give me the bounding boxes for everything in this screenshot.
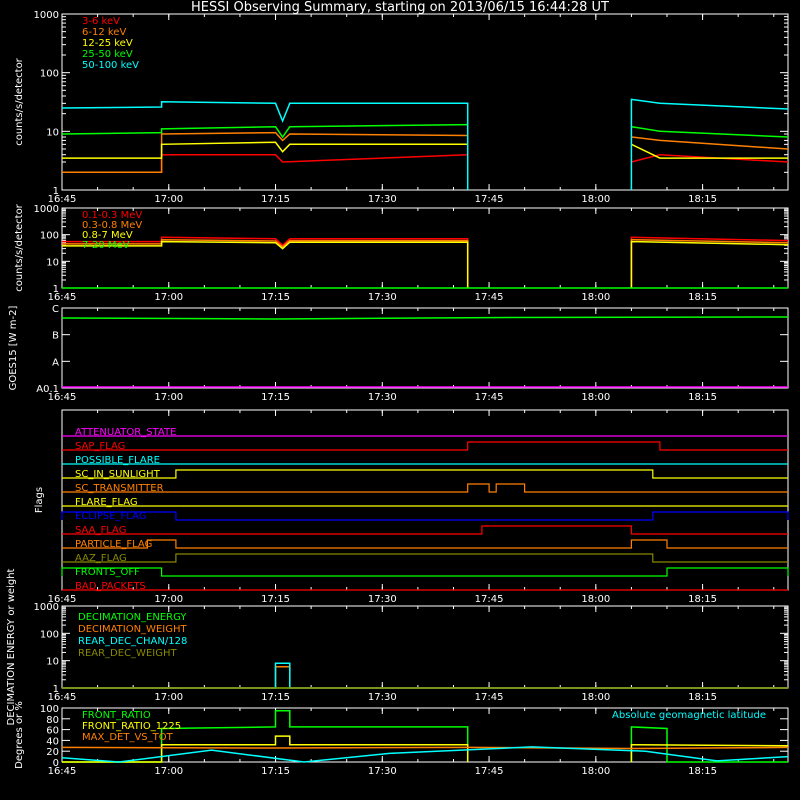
y-tick-label: 1000 — [33, 204, 59, 215]
x-tick-label: 17:15 — [261, 292, 290, 303]
y-tick-label: 1000 — [33, 602, 59, 613]
flag-line — [62, 512, 788, 520]
x-tick-label: 17:30 — [367, 692, 397, 703]
x-tick-label: 16:45 — [47, 594, 77, 605]
x-tick-label: 17:45 — [474, 194, 504, 205]
legend-entry: 0.8-7 MeV — [82, 230, 133, 241]
x-tick-label: 17:15 — [261, 594, 290, 605]
x-tick-label: 17:00 — [154, 194, 184, 205]
y-tick-label: 1 — [52, 186, 59, 197]
flag-label: PARTICLE_FLAG — [75, 539, 153, 550]
legend-entry: 0.3-0.8 MeV — [82, 220, 143, 231]
legend-entry: DECIMATION_WEIGHT — [78, 624, 187, 635]
y-tick-label: 0 — [52, 758, 59, 769]
series-line — [62, 747, 788, 748]
series-line — [62, 155, 468, 173]
x-tick-label: 17:00 — [154, 692, 184, 703]
y-tick-label: 10 — [46, 257, 59, 269]
x-tick-label: 18:00 — [581, 292, 611, 303]
legend-entry: 3-6 keV — [82, 16, 120, 27]
x-tick-label: 18:00 — [581, 766, 611, 777]
y-tick-label: 10 — [46, 127, 59, 139]
annotation-label: Absolute geomagnetic latitude — [612, 710, 766, 721]
x-tick-label: 17:00 — [154, 392, 184, 403]
legend-entry: FRONT_RATIO_1225 — [82, 721, 182, 732]
legend-entry: 25-50 keV — [82, 49, 133, 60]
legend-entry: 12-25 keV — [82, 38, 133, 49]
y-axis-label: Flags — [34, 486, 45, 514]
x-tick-label: 18:00 — [581, 194, 611, 205]
y-tick-label: 1 — [52, 684, 59, 695]
flag-label: POSSIBLE_FLARE — [75, 455, 160, 466]
x-tick-label: 18:00 — [581, 594, 611, 605]
x-tick-label: 18:00 — [581, 392, 611, 403]
x-tick-label: 16:45 — [47, 766, 77, 777]
y-tick-label: 80 — [46, 714, 59, 726]
x-tick-label: 17:15 — [261, 692, 290, 703]
y-tick-label: 100 — [39, 704, 59, 715]
flag-label: SC_IN_SUNLIGHT — [75, 469, 160, 480]
legend-entry: 0.1-0.3 MeV — [82, 210, 143, 221]
x-tick-label: 17:00 — [154, 594, 184, 605]
y-tick-label: 1 — [52, 284, 59, 295]
y-tick-label: C — [52, 304, 59, 315]
series-line — [62, 747, 788, 762]
x-tick-label: 17:30 — [367, 594, 397, 605]
legend-entry: REAR_DEC_WEIGHT — [78, 648, 177, 659]
x-tick-label: 17:45 — [474, 692, 504, 703]
x-tick-label: 16:45 — [47, 392, 77, 403]
flag-label: ECLIPSE_FLAG — [75, 511, 147, 522]
flag-line — [62, 442, 788, 450]
x-tick-label: 17:15 — [261, 766, 290, 777]
legend-entry: 7-20 MeV — [82, 240, 130, 251]
y-tick-label: 10 — [46, 656, 59, 668]
y-axis-label: counts/s/detector — [14, 58, 25, 146]
x-tick-label: 17:30 — [367, 766, 397, 777]
x-tick-label: 17:45 — [474, 766, 504, 777]
flag-label: SAA_FLAG — [75, 525, 127, 536]
y-tick-label: B — [52, 330, 59, 342]
legend-entry: FRONT_RATIO — [82, 710, 151, 721]
series-line — [631, 99, 788, 190]
x-tick-label: 18:15 — [688, 292, 718, 303]
x-tick-label: 17:30 — [367, 292, 397, 303]
x-tick-label: 17:15 — [261, 194, 290, 205]
series-line — [62, 317, 788, 319]
y-tick-label: 100 — [39, 230, 59, 242]
flag-line — [62, 554, 788, 562]
y-tick-label: 60 — [46, 725, 59, 737]
series-line — [62, 667, 788, 688]
x-tick-label: 16:45 — [47, 194, 77, 205]
legend-entry: DECIMATION_ENERGY — [78, 612, 187, 623]
y-tick-label: 100 — [39, 629, 59, 641]
x-tick-label: 18:15 — [688, 692, 718, 703]
x-tick-label: 18:00 — [581, 692, 611, 703]
y-tick-label: 100 — [39, 68, 59, 80]
panel-frame — [62, 208, 788, 288]
x-tick-label: 17:45 — [474, 292, 504, 303]
x-tick-label: 17:00 — [154, 766, 184, 777]
flag-line — [62, 484, 788, 492]
series-line — [62, 663, 788, 688]
x-tick-label: 18:15 — [688, 766, 718, 777]
flag-line — [62, 470, 788, 478]
y-axis-label: DECIMATION ENERGY or weight — [6, 568, 17, 726]
y-axis-label: Degrees or % — [14, 701, 25, 769]
y-tick-label: 40 — [46, 736, 59, 748]
x-tick-label: 17:30 — [367, 194, 397, 205]
panel-frame — [62, 308, 788, 388]
flag-line — [62, 568, 788, 576]
flag-label: FRONTS_OFF — [75, 567, 140, 578]
y-axis-label: counts/s/detector — [14, 204, 25, 292]
series-line — [62, 102, 468, 190]
flag-line — [62, 526, 788, 534]
flag-label: SAP_FLAG — [75, 441, 126, 452]
series-line — [631, 127, 788, 137]
series-line — [631, 240, 788, 288]
flag-label: SC_TRANSMITTER — [75, 483, 164, 494]
legend-entry: 50-100 keV — [82, 60, 140, 71]
series-line — [631, 242, 788, 288]
y-tick-label: A — [52, 357, 59, 369]
x-tick-label: 17:30 — [367, 392, 397, 403]
x-tick-label: 18:15 — [688, 194, 718, 205]
flag-line — [62, 540, 788, 548]
series-line — [631, 137, 788, 149]
x-tick-label: 17:45 — [474, 594, 504, 605]
flag-label: ATTENUATOR_STATE — [75, 427, 177, 438]
legend-entry: MAX_DET_VS_TOT — [82, 732, 173, 743]
x-tick-label: 17:45 — [474, 392, 504, 403]
legend-entry: REAR_DEC_CHAN/128 — [78, 636, 188, 647]
x-tick-label: 16:45 — [47, 292, 77, 303]
y-tick-label: 1000 — [33, 10, 59, 21]
x-tick-label: 16:45 — [47, 692, 77, 703]
flag-label: AAZ_FLAG — [75, 553, 127, 564]
x-tick-label: 18:15 — [688, 594, 718, 605]
x-tick-label: 17:15 — [261, 392, 290, 403]
y-tick-label: 20 — [46, 747, 59, 759]
chart-title: HESSI Observing Summary, starting on 2013/06/15 16:44:28 UT — [191, 0, 609, 15]
flag-label: BAD_PACKETS — [75, 581, 146, 592]
flag-label: FLARE_FLAG — [75, 497, 138, 508]
series-line — [631, 144, 788, 158]
y-axis-label: GOES15 [W m-2] — [8, 305, 19, 391]
series-line — [62, 142, 468, 158]
series-line — [62, 133, 468, 173]
x-tick-label: 17:00 — [154, 292, 184, 303]
y-tick-label: A0.1 — [36, 384, 59, 395]
legend-entry: 6-12 keV — [82, 27, 127, 38]
x-tick-label: 18:15 — [688, 392, 718, 403]
